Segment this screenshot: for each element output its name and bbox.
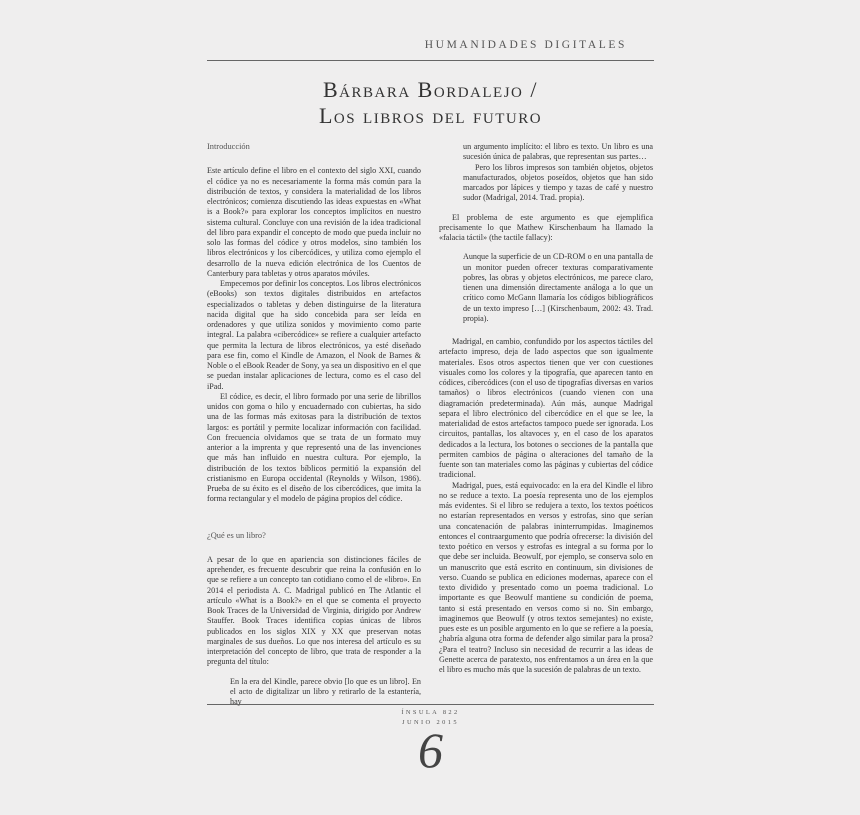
article-title-author: Bárbara Bordalejo / (323, 77, 538, 102)
block-quote: En la era del Kindle, parece obvio [lo que es un libro]. En el acto de digitalizar un libro y retirarlo de la estantería, hay (230, 676, 421, 706)
block-quote: Pero los libros impresos son también objetos, objetos manufacturados, objetos poseídos, objetos que han sido marcados por lápices y tiempo y tazas de café y nuestro sudor (Madrigal, 2014. Trad. propia). (463, 162, 653, 203)
article-title (207, 77, 654, 129)
footer-rule (207, 704, 654, 705)
paragraph: Empecemos por definir los conceptos. Los libros electrónicos (eBooks) son textos digitales distribuidos en artefactos especializados o tabletas y deben distinguirse de la literatura nacida digital que ha sido concebida para ser leída en ordenadores y que utiliza sonidos y movimiento como parte integral. La palabra «cibercódice» se refiere a cualquier artefacto que permita la lectura de libros electrónicos, ya esté diseñado para ese fin, como el Kindle de Amazon, el Nook de Barnes & Noble o el eBook Reader de Sony, ya sea un dispositivo en el que se puedan instalar aplicaciones de lectura, como es el caso del iPad. (207, 279, 421, 391)
page-number: 6 (418, 722, 443, 778)
section-heading-introduccion: Introducción (207, 142, 250, 151)
journal-date: JUNIO 2015 (402, 718, 459, 726)
paragraph: Madrigal, en cambio, confundido por los aspectos táctiles del artefacto impreso, deja de lado aspectos que son igualmente materiales. Esos otros aspectos tienen que ver con cuestiones visuales como los colores y la tipografía, que aparecen tanto en códices, cibercódices (con el uso de tipografías diversas en varios tamaños) o libros electrónicos (cuando vienen con una diagramación predeterminada). Aún más, aunque Madrigal separa el libro electrónico del cibercódice en el que se lee, la materialidad de estos artefactos tampoco puede ser ignorada. Los circuitos, pantallas, los altavoces y, en el caso de los aparatos dedicados a la lectura, los botones o secciones de la pantalla que permiten cambios de página o alteraciones del tamaño de la fuente son tan materiales como las páginas y cubiertas del códice tradicional. (439, 337, 653, 480)
right-column (439, 142, 653, 675)
article-title-subject: Los libros del futuro (318, 103, 543, 128)
block-quote: un argumento implícito: el libro es texto. Un libro es una sucesión única de palabras, que representan sus partes… (463, 142, 653, 162)
paragraph: El problema de este argumento es que ejemplifica precisamente lo que Mathew Kirschenbaum ha llamado la «falacia táctil» (the tactile fallacy): (439, 212, 653, 242)
journal-issue: ÍNSULA 822 (401, 709, 460, 716)
header-rule (207, 60, 654, 61)
section-header: HUMANIDADES DIGITALES (424, 39, 627, 51)
left-column (207, 142, 421, 707)
paragraph: A pesar de lo que en apariencia son distinciones fáciles de aprehender, es frecuente descubrir que reina la confusión en lo que se refiere a un concepto tan cotidiano como el de «libro». En 2014 el periodista A. C. Madrigal publicó en The Atlantic el artículo «What is a Book?» en el que se comenta el proyecto Book Traces de la Universidad de Virginia, dirigido por Andrew Stauffer. Book Traces identifica copias únicas de libros publicados en los siglos XIX y XX que preservan notas marginales de sus dueños. Lo que nos interesa del artículo es su interpretación del concepto de libro, que trata de responder a la pregunta del título: (207, 554, 421, 667)
paragraph: Este artículo define el libro en el contexto del siglo XXI, cuando el códice ya no es necesariamente la forma más común para la distribución de textos, y considera la materialidad de los libros electrónicos; comienza discutiendo las ideas expuestas en «What is a Book?» para explorar los conceptos implícitos en nuestro sistema cultural. Concluye con una revisión de la idea tradicional del libro para expandir el concepto de modo que pueda incluir no solo las formas del códice y otros modelos, sino también los libros electrónicos y los cibercódices, y utiliza como ejemplo el desarrollo de la nueva edición electrónica de los Cuentos de Canterbury para tabletas y otros aparatos móviles. (207, 166, 421, 278)
paragraph: El códice, es decir, el libro formado por una serie de librillos unidos con goma o hilo y encuadernado con cubiertas, ha sido una de las formas más exitosas para la distribución de textos largos: es portátil y permite localizar información con facilidad. Con frecuencia olvidamos que se trata de un formato muy anterior a la imprenta y que representó una de las invenciones que más han influido en nuestra cultura. Por ejemplo, la distribución de los textos bíblicos permitió la expansión del cristianismo en Europa occidental (Reynolds y Wilson, 1986). Prueba de su éxito es el diseño de los cibercódices, que imita la forma rectangular y el modelo de página propios del códice. (207, 391, 421, 504)
paragraph: Madrigal, pues, está equivocado: en la era del Kindle el libro no se reduce a texto. La poesía representa uno de los ejemplos más evidentes. Si el libro se redujera a texto, los textos poéticos no estarían representados en versos y estrofas, sino que serían una concatenación de palabras ininterrumpidas. Imaginemos entonces el contraargumento que podría ofrecerse: la división del texto poético en versos y estrofas es integral a su forma por lo que debe ser incluida. Beowulf, por ejemplo, se conserva solo en un manuscrito que está escrito en continuum, sin divisiones de verso. Cuando se publica en ediciones modernas, aparece con el texto dividido y presentado como un poema tradicional. Lo importante es que Beowulf mantiene su condición de poema, tanto si está presentado en versos como si no. Sin embargo, imaginemos que Beowulf (y otros textos semejantes) no existe, pues este es un posible argumento en lo que se refiere a la poesía, ¿habría alguna otra forma de defender algo similar para la prosa? ¿Para el teatro? Incluso sin necesidad de recurrir a las ideas de Genette acerca de paratexto, nos enfrentamos a un área en la que el libro es mucho más que la sucesión de palabras de un texto. (439, 480, 653, 674)
block-quote: Aunque la superficie de un CD-ROM o en una pantalla de un monitor pueden ofrecer texturas comparativamente pobres, las obras y objetos electrónicos, me parece claro, tienen una dimensión directamente análoga a lo que un crítico como McGann llamaría los códigos bibliográficos de un texto impreso […] (Kirschenbaum, 2002: 43. Trad. propia). (463, 252, 653, 323)
section-heading-que-es-un-libro: ¿Qué es un libro? (207, 530, 266, 540)
